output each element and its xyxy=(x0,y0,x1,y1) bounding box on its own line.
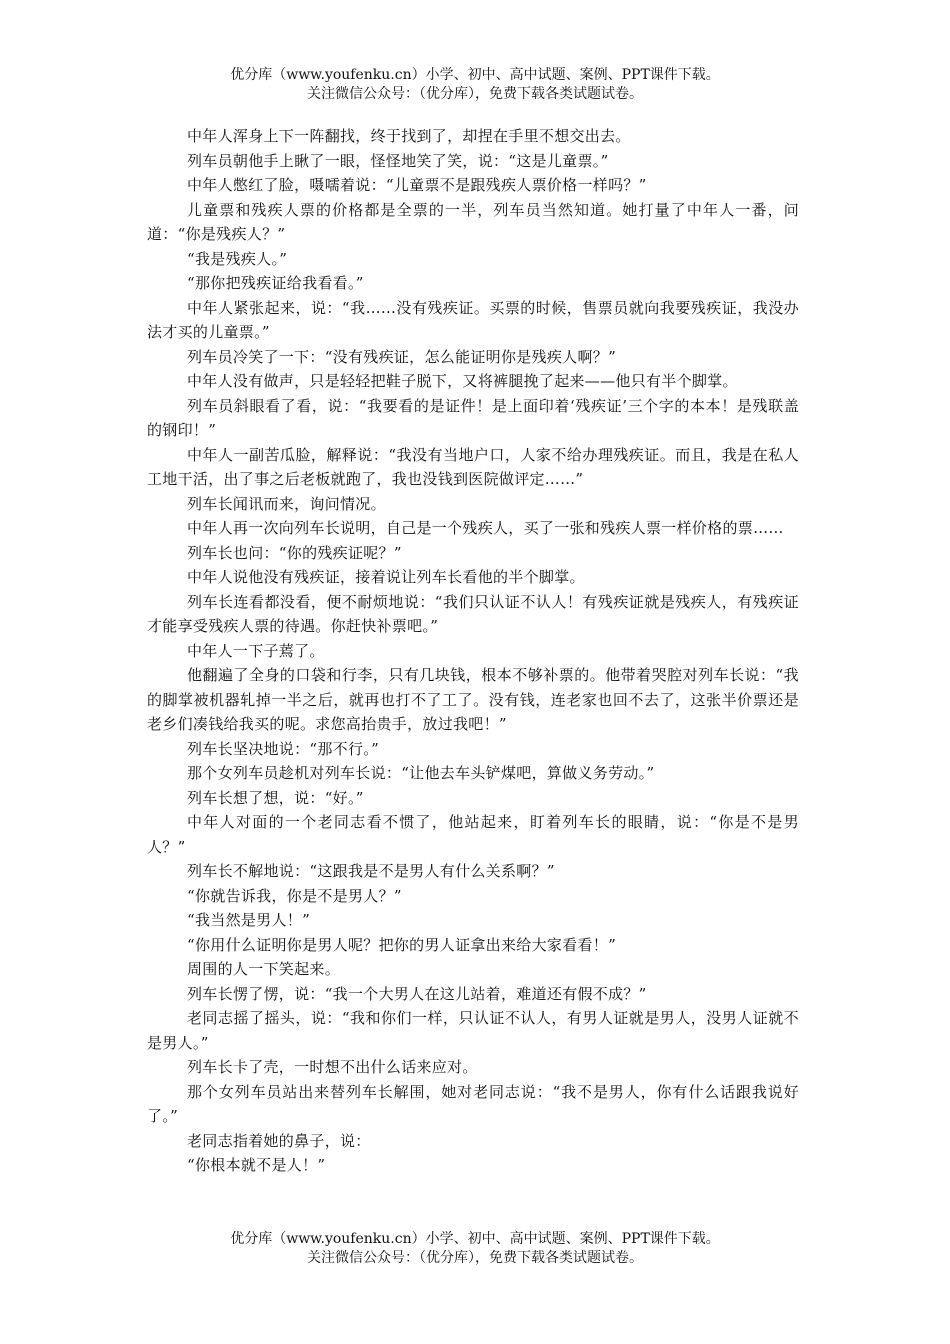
paragraph: 列车长想了想，说：“好。” xyxy=(187,788,364,807)
paragraph: 列车长坚决地说：“那不行。” xyxy=(187,739,380,758)
paragraph: 中年人憋红了脸，嗫嚅着说：“儿童票不是跟残疾人票价格一样吗？” xyxy=(187,176,647,194)
paragraph: 列车长卡了壳，一时想不出什么话来应对。 xyxy=(187,1058,478,1076)
paragraph: 中年人一下子蔫了。 xyxy=(187,641,325,660)
paragraph: “我当然是男人！” xyxy=(187,911,311,929)
paragraph: 列车长愣了愣，说：“我一个大男人在这儿站着，难道还有假不成？” xyxy=(187,984,647,1003)
paragraph: 中年人对面的一个老同志看不惯了，他站起来，盯着列车长的眼睛，说：“你是不是男人？” xyxy=(147,813,799,856)
paragraph: 老同志摇了摇头，说：“我和你们一样，只认证不认人，有男人证就是男人，没男人证就不是男人。” xyxy=(147,1009,799,1052)
story-body xyxy=(147,124,799,1178)
page-header xyxy=(0,66,950,104)
paragraph: 他翻遍了全身的口袋和行李，只有几块钱，根本不够补票的。他带着哭腔对列车长说：“我的脚掌被机器轧掉一半之后，就再也打不了工了。没有钱，连老家也回不去了，这张半价票还是老乡们凑钱给我买的呢。求您高抬贵手，放过我吧！” xyxy=(147,666,799,733)
paragraph: 老同志指着她的鼻子，说： xyxy=(187,1131,371,1150)
paragraph: 列车长不解地说：“这跟我是不是男人有什么关系啊？” xyxy=(187,862,555,880)
paragraph: 列车长也问：“你的残疾证呢？” xyxy=(187,543,402,562)
header-line-2: 关注微信公众号：（优分库），免费下载各类试题试卷。 xyxy=(307,86,643,102)
paragraph: 列车员冷笑了一下：“没有残疾证，怎么能证明你是残疾人啊？” xyxy=(187,347,617,366)
paragraph: 列车长连看都没看，便不耐烦地说：“我们只认证不认人！有残疾证就是残疾人，有残疾证才能享受残疾人票的待遇。你赶快补票吧。” xyxy=(147,592,799,635)
paragraph: 列车员朝他手上瞅了一眼，怪怪地笑了笑，说：“这是儿童票。” xyxy=(187,151,609,170)
footer-line-1: 优分库（www.youfenku.cn）小学、初中、高中试题、案例、PPT课件下载。 xyxy=(230,1231,720,1247)
paragraph: 中年人一副苦瓜脸，解释说：“我没有当地户口，人家不给办理残疾证。而且，我是在私人工地干活，出了事之后老板就跑了，我也没钱到医院做评定……” xyxy=(147,445,799,488)
paragraph: 列车长闻讯而来，询问情况。 xyxy=(187,494,386,513)
paragraph: 那个女列车员站出来替列车长解围，她对老同志说：“我不是男人，你有什么话跟我说好了。” xyxy=(147,1082,799,1125)
paragraph: 那个女列车员趁机对列车长说：“让他去车头铲煤吧，算做义务劳动。” xyxy=(187,764,655,782)
page-footer xyxy=(0,1230,950,1268)
paragraph: 周围的人一下笑起来。 xyxy=(187,960,341,978)
paragraph: “你用什么证明你是男人呢？把你的男人证拿出来给大家看看！” xyxy=(187,935,617,954)
paragraph: “你就告诉我，你是不是男人？” xyxy=(187,886,402,905)
paragraph: “你根本就不是人！” xyxy=(187,1156,326,1174)
paragraph: 中年人没有做声，只是轻轻把鞋子脱下，又将裤腿挽了起来——他只有半个脚掌。 xyxy=(187,372,738,390)
paragraph: 中年人浑身上下一阵翻找，终于找到了，却捏在手里不想交出去。 xyxy=(187,127,631,145)
paragraph: 中年人紧张起来，说：“我……没有残疾证。买票的时候，售票员就向我要残疾证，我没办法才买的儿童票。” xyxy=(147,298,799,341)
paragraph: 儿童票和残疾人票的价格都是全票的一半，列车员当然知道。她打量了中年人一番，问道：“你是残疾人？” xyxy=(147,200,799,243)
header-line-1: 优分库（www.youfenku.cn）小学、初中、高中试题、案例、PPT课件下载。 xyxy=(230,67,720,83)
paragraph: 中年人再一次向列车长说明，自己是一个残疾人，买了一张和残疾人票一样价格的票…… xyxy=(187,519,784,537)
paragraph: 列车员斜眼看了看，说：“我要看的是证件！是上面印着‘残疾证’三个字的本本！是残联盖的钢印！” xyxy=(147,396,799,439)
paragraph: “那你把残疾证给我看看。” xyxy=(187,274,364,292)
paragraph: 中年人说他没有残疾证，接着说让列车长看他的半个脚掌。 xyxy=(187,568,585,586)
paragraph: “我是残疾人。” xyxy=(187,249,288,268)
footer-line-2: 关注微信公众号：（优分库），免费下载各类试题试卷。 xyxy=(307,1250,643,1266)
